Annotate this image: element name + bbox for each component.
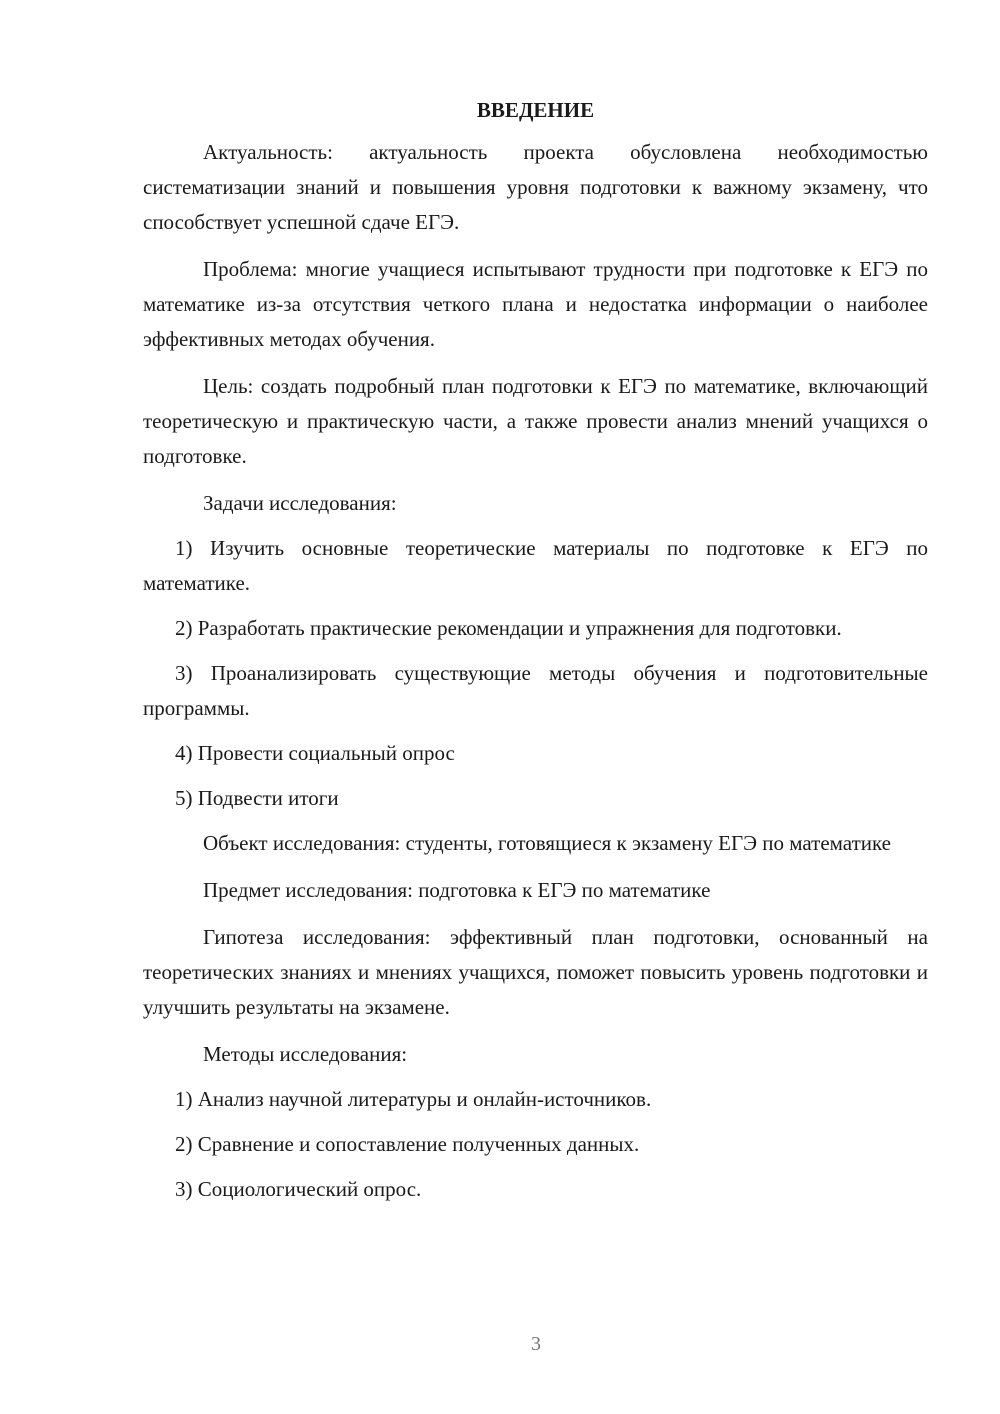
method-item-1: 1) Анализ научной литературы и онлайн-источников. (175, 1087, 652, 1111)
task-item-3: 3) Проанализировать существующие методы обучения и подготовительные программы. (143, 661, 928, 720)
page-number: 3 (531, 1333, 541, 1355)
object-paragraph: Объект исследования: студенты, готовящиеся к экзамену ЕГЭ по математике (203, 831, 891, 855)
section-title: ВВЕДЕНИЕ (476, 98, 595, 122)
goal-paragraph: Цель: создать подробный план подготовки к ЕГЭ по математике, включающий теоретическую и практическую части, а также провести анализ мнений учащихся о подготовке. (143, 374, 928, 468)
tasks-heading: Задачи исследования: (203, 491, 397, 515)
method-item-3: 3) Социологический опрос. (175, 1177, 422, 1201)
task-item-1: 1) Изучить основные теоретические материалы по подготовке к ЕГЭ по математике. (143, 536, 928, 595)
relevance-paragraph: Актуальность: актуальность проекта обусловлена необходимостью систематизации знаний и повышения уровня подготовки к важному экзамену, что способствует успешной сдаче ЕГЭ. (143, 140, 928, 234)
task-item-5: 5) Подвести итоги (175, 786, 339, 810)
hypothesis-paragraph: Гипотеза исследования: эффективный план подготовки, основанный на теоретических знаниях и мнениях учащихся, поможет повысить уровень подготовки и улучшить результаты на экзамене. (143, 925, 928, 1019)
page-content (143, 95, 928, 1217)
subject-paragraph: Предмет исследования: подготовка к ЕГЭ по математике (203, 878, 711, 902)
task-item-4: 4) Провести социальный опрос (175, 741, 455, 765)
task-item-2: 2) Разработать практические рекомендации и упражнения для подготовки. (175, 616, 842, 640)
problem-paragraph: Проблема: многие учащиеся испытывают трудности при подготовке к ЕГЭ по математике из-за отсутствия четкого плана и недостатка информации о наиболее эффективных методах обучения. (143, 257, 928, 351)
method-item-2: 2) Сравнение и сопоставление полученных данных. (175, 1132, 640, 1156)
methods-heading: Методы исследования: (203, 1042, 408, 1066)
